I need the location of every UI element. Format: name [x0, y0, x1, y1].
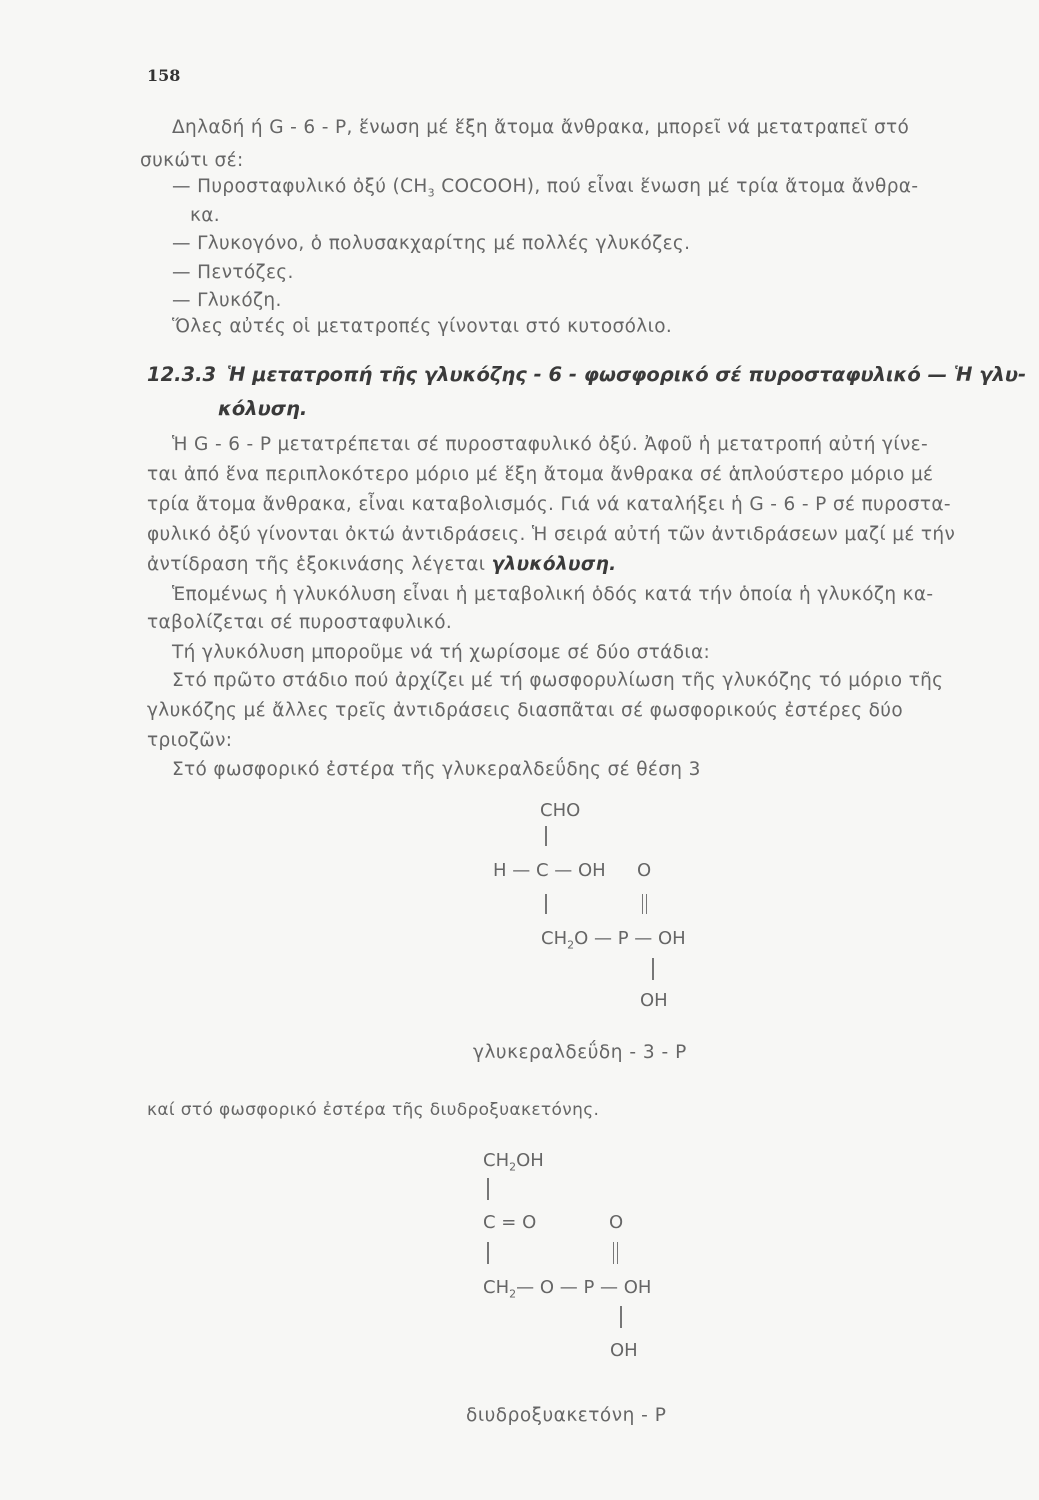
chem-text: OH [516, 1150, 544, 1171]
paragraph-line: Δηλαδή ή G - 6 - P, ἕνωση μέ ἕξη ἄτομα ἄνθρακα, μπορεῖ νά μετατραπεῖ στό [172, 117, 910, 138]
section-title-continuation: κόλυση. [218, 397, 308, 420]
chem-oh: OH [610, 1340, 638, 1361]
paragraph-line: Στό φωσφορικό ἐστέρα τῆς γλυκεραλδεΰδης σέ θέση 3 [172, 759, 701, 780]
paragraph-line: ται ἀπό ἕνα περιπλοκότερο μόριο μέ ἕξη ἄτομα ἄνθρακα σέ ἁπλούστερο μόριο μέ [147, 464, 934, 485]
bond-vertical [545, 826, 547, 846]
paragraph-line [147, 554, 617, 575]
section-title: Ἡ μετατροπή τῆς γλυκόζης - 6 - φωσφορικό σέ πυροσταφυλικό — Ἡ γλυ- [226, 363, 1027, 386]
bond-vertical [487, 1242, 489, 1264]
section-heading [147, 363, 1026, 386]
paragraph-line: φυλικό ὀξύ γίνονται ὀκτώ ἀντιδράσεις. Ἡ σειρά αὐτή τῶν ἀντιδράσεων μαζί μέ τήν [147, 524, 956, 545]
paragraph-line: Ἑπομένως ἡ γλυκόλυση εἶναι ἡ μεταβολική ὁδός κατά τήν ὁποία ἡ γλυκόζη κα- [172, 584, 934, 605]
subscript: 3 [427, 186, 436, 200]
list-item: — Γλυκογόνο, ὁ πολυσακχαρίτης μέ πολλές γλυκόζες. [172, 233, 691, 254]
chem-text: — O — P — OH [516, 1277, 652, 1298]
list-item-text: COCOOH), πού εἶναι ἕνωση μέ τρία ἄτομα ἄνθρα- [435, 176, 919, 197]
paragraph-line: Στό πρῶτο στάδιο πού ἀρχίζει μέ τή φωσφορυλίωση τῆς γλυκόζης τό μόριο τῆς [172, 670, 944, 691]
paragraph-line: καί στό φωσφορικό ἐστέρα τῆς διυδροξυακετόνης. [147, 1100, 600, 1120]
paragraph-line: γλυκόζης μέ ἄλλες τρεῖς ἀντιδράσεις διασπᾶται σέ φωσφορικούς ἐστέρες δύο [147, 700, 904, 721]
chem-ch2oh [483, 1150, 544, 1174]
bond-vertical [545, 894, 547, 914]
page-number: 158 [147, 66, 181, 85]
chem-ch2o-p-oh [541, 928, 686, 952]
chem-o: O [609, 1212, 624, 1233]
paragraph-line: ταβολίζεται σέ πυροσταφυλικό. [147, 612, 453, 633]
chem-text: O — P — OH [574, 928, 686, 949]
list-item: — Πεντόζες. [172, 262, 294, 283]
chem-ch2-o-p-oh [483, 1277, 651, 1301]
list-item-continuation: κα. [190, 205, 221, 226]
paragraph-text: ἀντίδραση τῆς ἑξοκινάσης λέγεται [147, 554, 492, 575]
paragraph-line: τριοζῶν: [147, 730, 233, 751]
chem-cho: CHO [540, 800, 581, 821]
structure-caption: γλυκεραλδεΰδη - 3 - P [473, 1042, 687, 1063]
key-term: γλυκόλυση. [491, 554, 617, 575]
bond-vertical [652, 958, 654, 980]
paragraph-line: Τή γλυκόλυση μποροῦμε νά τή χωρίσομε σέ δύο στάδια: [172, 642, 711, 663]
bond-vertical [620, 1306, 622, 1328]
subscript: 2 [509, 1287, 517, 1301]
structure-caption: διυδροξυακετόνη - P [466, 1405, 667, 1426]
bond-double [642, 894, 647, 914]
chem-text: CH [483, 1150, 510, 1171]
summary-line: Ὅλες αὐτές οἱ μετατροπές γίνονται στό κυτοσόλιο. [172, 316, 673, 337]
paragraph-line: Ἡ G - 6 - P μετατρέπεται σέ πυροσταφυλικό ὀξύ. Ἀφοῦ ἡ μετατροπή αὐτή γίνε- [172, 434, 929, 455]
chem-oh: OH [640, 990, 668, 1011]
subscript: 2 [509, 1160, 517, 1174]
chem-text: CH [541, 928, 568, 949]
list-item: — Γλυκόζη. [172, 290, 282, 311]
bond-vertical [487, 1178, 489, 1200]
paragraph-line: συκώτι σέ: [140, 150, 244, 171]
chem-c-eq-o: C = O [483, 1212, 537, 1233]
chem-text: CH [483, 1277, 510, 1298]
list-item [172, 176, 918, 200]
bond-double [613, 1242, 618, 1264]
paragraph-line: τρία ἄτομα ἄνθρακα, εἶναι καταβολισμός. Γιά νά καταλήξει ἡ G - 6 - P σέ πυροστα- [147, 494, 951, 515]
list-item-text: — Πυροσταφυλικό ὀξύ (CH [172, 176, 428, 197]
chem-h-c-oh: H — C — OH [493, 860, 606, 881]
section-number: 12.3.3 [147, 363, 217, 386]
chem-o: O [637, 860, 652, 881]
subscript: 2 [567, 938, 575, 952]
